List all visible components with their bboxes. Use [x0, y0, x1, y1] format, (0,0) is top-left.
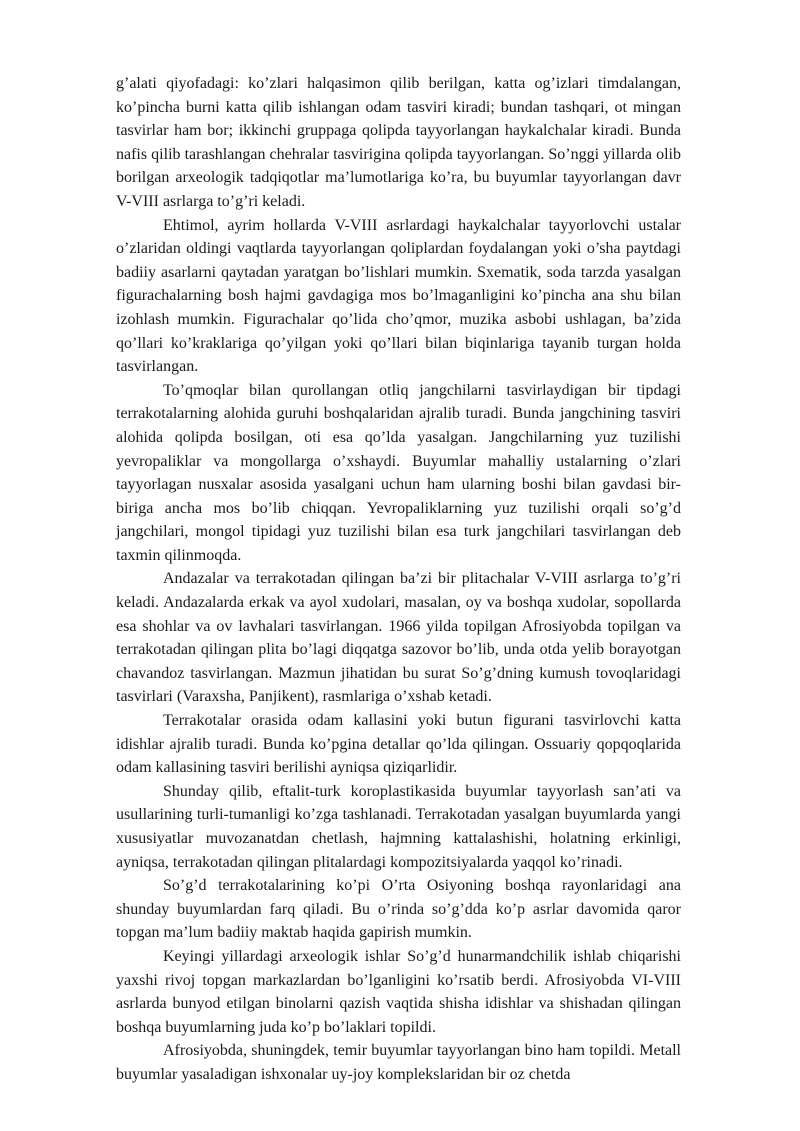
paragraph-8: Keyingi yillardagi arxeologik ishlar So’g’d hunarmandchilik ishlab chiqarishi yaxshi rivoj topgan markazlardan bo’lganligini ko’rsatib berdi. Afrosiyobda VI-VIII asrlarda bunyod etilgan binolarni qazish vaqtida shisha idishlar va shishadan qilingan boshqa buyumlarning juda ko’p bo’laklari topildi. — [116, 947, 681, 1036]
document-page — [116, 72, 681, 1087]
paragraph-7: So’g’d terrakotalarining ko’pi O’rta Osiyoning boshqa rayonlaridagi ana shunday buyumlardan farq qiladi. Bu o’rinda so’g’dda ko’p asrlar davomida qaror topgan ma’lum badiiy maktab haqida gapirish mumkin. — [116, 877, 681, 942]
paragraph-6: Shunday qilib, eftalit-turk koroplastikasida buyumlar tayyorlash san’ati va usullarining turli-tumanligi ko’zga tashlanadi. Terrakotadan yasalgan buyumlarda yangi xususiyatlar muvozanatdan chetlash, hajmning kattalashishi, holatning erkinligi, ayniqsa, terrakotadan qilingan plitalardagi kompozitsiyalarda yaqqol ko’rinadi. — [116, 782, 681, 871]
paragraph-3: To’qmoqlar bilan qurollangan otliq jangchilarni tasvirlaydigan bir tipdagi terrakotalarning alohida guruhi boshqalaridan ajralib turadi. Bunda jangchining tasviri alohida qolipda bosilgan, oti esa qo’lda yasalgan. Jangchilarning yuz tuzilishi yevropaliklar va mongollarga o’xshaydi. Buyumlar mahalliy ustalarning o’zlari tayyorlagan nusxalar asosida yasalgani uchun ham ularning boshi bilan gavdasi bir-biriga ancha mos bo’lib chiqqan. Yevropaliklarning yuz tuzilishi orqali so’g’d jangchilari, mongol tipidagi yuz tuzilishi bilan esa turk jangchilari tasvirlangan deb taxmin qilinmoqda. — [116, 381, 681, 564]
paragraph-5: Terrakotalar orasida odam kallasini yoki butun figurani tasvirlovchi katta idishlar ajralib turadi. Bunda ko’pgina detallar qo’lda qilingan. Ossuariy qopqoqlarida odam kallasining tasviri berilishi ayniqsa qiziqarlidir. — [116, 712, 681, 777]
paragraph-1: g’alati qiyofadagi: ko’zlari halqasimon qilib berilgan, katta og’izlari timdalangan, ko’pincha burni katta qilib ishlangan odam tasviri kiradi; bundan tashqari, ot mingan tasvirlar ham bor; ikkinchi gruppaga qolipda tayyorlangan haykalchalar kiradi. Bunda nafis qilib tarashlangan chehralar tasvirigina qolipda tayyorlangan. So’nggi yillarda olib borilgan arxeologik tadqiqotlar ma’lumotlariga ko’ra, bu buyumlar tayyorlangan davr V-VIII asrlarga to’g’ri keladi. — [116, 75, 681, 210]
paragraph-4: Andazalar va terrakotadan qilingan ba’zi bir plitachalar V-VIII asrlarga to’g’ri keladi. Andazalarda erkak va ayol xudolari, masalan, oy va boshqa xudolar, sopollarda esa shohlar va ov lavhalari tasvirlangan. 1966 yilda topilgan Afrosiyobda topilgan va terrakotadan qilingan plita bo’lagi diqqatga sazovor bo’lib, unda otda yelib borayotgan chavandoz tasvirlangan. Mazmun jihatidan bu surat So’g’dning kumush tovoqlaridagi tasvirlari (Varaxsha, Panjikent), rasmlariga o’xshab ketadi. — [116, 570, 681, 706]
paragraph-9: Afrosiyobda, shuningdek, temir buyumlar tayyorlangan bino ham topildi. Metall buyumlar yasaladigan ishxonalar uy-joy komplekslaridan bir oz chetda — [116, 1042, 681, 1083]
paragraph-2: Ehtimol, ayrim hollarda V-VIII asrlardagi haykalchalar tayyorlovchi ustalar o’zlaridan oldingi vaqtlarda tayyorlangan qoliplardan foydalangan yoki o’sha paytdagi badiiy asarlarni qaytadan yaratgan bo’lishlari mumkin. Sxematik, soda tarzda yasalgan figurachalarning bosh hajmi gavdagiga mos bo’lmaganligini ko’pincha ana shu bilan izohlash mumkin. Figurachalar qo’lida cho’qmor, muzika asbobi ushlagan, ba’zida qo’llari ko’kraklariga qo’yilgan yoki qo’llari bilan biqinlariga tayanib turgan holda tasvirlangan. — [116, 216, 681, 376]
